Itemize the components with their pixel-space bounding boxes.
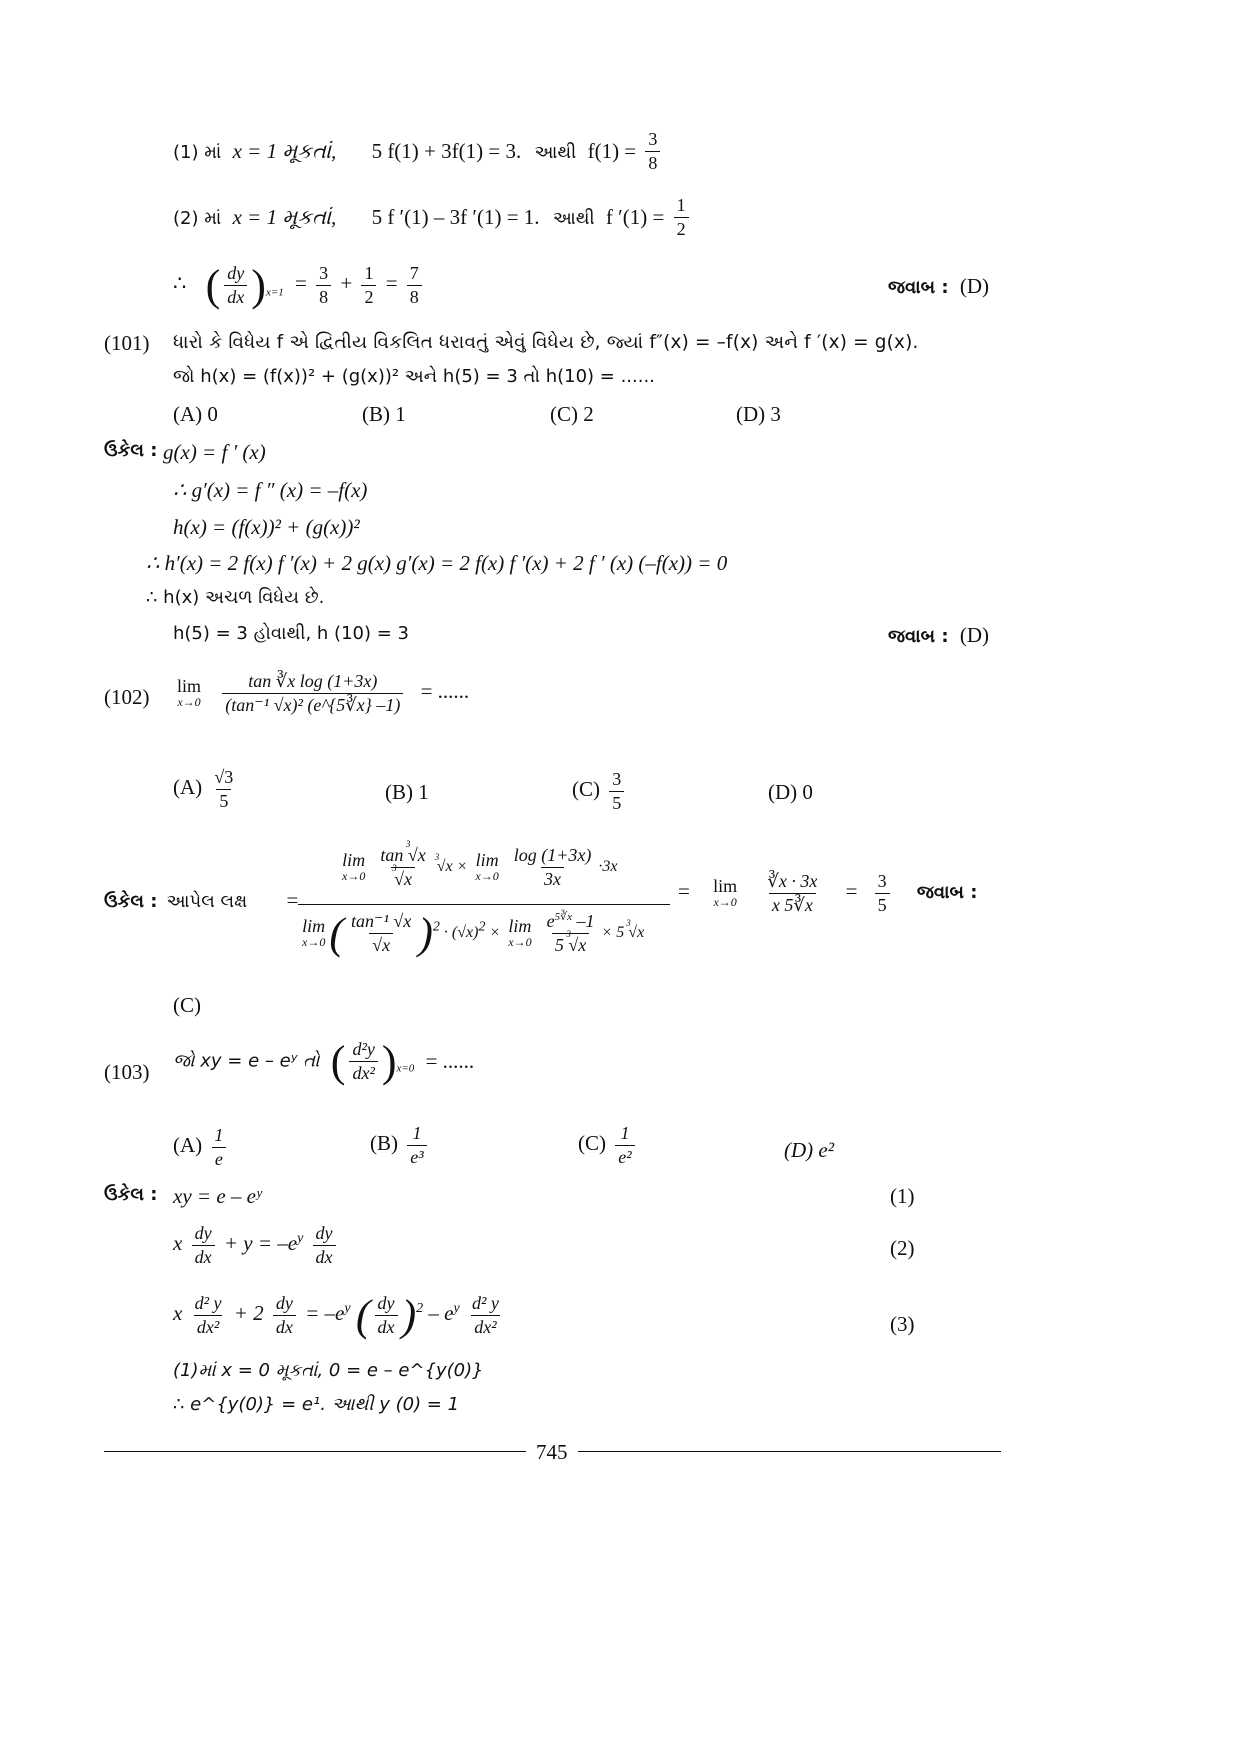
q101-sol-1: g(x) = f ′ (x) [163, 440, 266, 464]
q102-option-c: (C) $\frac{3}{5}$ [572, 770, 628, 813]
q101-line-1: ધારો કે વિધેય f એ દ્વિતીય વિકલિત ધરાવતું એવું વિધેય છે, જ્યાં f″(x) = –f(x) અને f ′(x) = g(x). [173, 332, 919, 353]
q102-solution-fraction: lim x→0 tan 3 √x 3 √x 3 √x × lim x→0 $\frac{\log (1+3x)}{3x}$ ·3x lim x→0 ( $\frac{\text{tan⁻¹ √x}}{√x}$ )$^2 \cdot (√x)^2$ × lim x→0 $e^{5∛x}$ –1 5 3 √x × 5 3 √x [298, 846, 670, 971]
q101-sol-3: h(x) = (f(x))² + (g(x))² [173, 515, 360, 539]
q101-answer: જવાબ : (D) [888, 623, 989, 647]
q103-tag-2: (2) [890, 1236, 915, 1260]
prev-line-2: (2) માં x = 1 મૂકતાં, 5 f ′(1) – 3f ′(1) = 1. આથી f ′(1) = $\frac{1}{2}$ [173, 198, 693, 241]
q101-sol-4: ∴ h′(x) = 2 f(x) f ′(x) + 2 g(x) g′(x) = 2 f(x) f ′(x) + 2 f ′ (x) (–f(x)) = 0 [146, 551, 728, 575]
q103-solution-label: ઉકેલ : [104, 1184, 158, 1205]
q102-number: (102) [104, 685, 150, 709]
q103-eq-2: x $\frac{dy}{dx}$ + $y = -e^y$ $\frac{dy}{dx}$ [173, 1224, 340, 1267]
q101-number: (101) [104, 331, 150, 355]
q101-line-2: જો h(x) = (f(x))² + (g(x))² અને h(5) = 3 તો h(10) = ...... [173, 366, 655, 387]
q103-question: જો xy = e – eʸ તો ( $\frac{\text{d²y}}{\text{dx²}}$ )$_{x=0}$ = ...... [173, 1036, 475, 1086]
q101-option-c: (C) 2 [550, 402, 594, 426]
q101-sol-2: ∴ g′(x) = f ″ (x) = –f(x) [173, 478, 368, 502]
q101-sol-5: ∴ h(x) અચળ વિધેય છે. [146, 587, 325, 608]
q102-answer: (C) [173, 993, 201, 1017]
q103-tag-3: (3) [890, 1312, 915, 1336]
q101-option-a: (A) 0 [173, 402, 218, 426]
q102-option-b: (B) 1 [385, 780, 429, 804]
q102-option-d: (D) 0 [768, 780, 813, 804]
q103-tag-1: (1) [890, 1184, 915, 1208]
q103-eq-3: x $\frac{\text{d² y}}{\text{dx²}}$ + 2 $\frac{dy}{dx}$ = $-e^y$ ( $\frac{dy}{dx}$ )$^2 - e^y$ $\frac{\text{d² y}}{\text{dx²}}$ [173, 1290, 499, 1340]
q103-line-5: ∴ e^{y(0)} = e¹. આથી y (0) = 1 [173, 1394, 460, 1415]
q103-option-a: (A) $\frac{1}{e}$ [173, 1126, 230, 1169]
q101-option-b: (B) 1 [362, 402, 406, 426]
prev-line-3: ∴ ( $\frac{dy}{dx}$ )$_{x=1}$ = $\frac{3}{8}$ + $\frac{1}{2}$ = $\frac{7}{8}$ [173, 264, 426, 307]
q103-option-d: (D) e² [784, 1138, 835, 1162]
q103-option-b: (B) $\frac{1}{\text{e³}}$ [370, 1124, 431, 1167]
q103-line-4: (1)માં x = 0 મૂકતાં, 0 = e – e^{y(0)} [173, 1360, 484, 1381]
page-number: 745 [536, 1440, 568, 1464]
prev-line-1: (1) માં x = 1 મૂકતાં, 5 f(1) + 3f(1) = 3. આથી f(1) = $\frac{3}{8}$ [173, 132, 664, 175]
footer-rule-left [104, 1451, 526, 1452]
q101-option-d: (D) 3 [736, 402, 781, 426]
q103-eq-1: xy = e – eʸ [173, 1184, 262, 1208]
q103-number: (103) [104, 1060, 150, 1084]
q103-option-c: (C) $\frac{1}{\text{e²}}$ [578, 1124, 639, 1167]
q102-solution: ઉકેલ : આપેલ લક્ષ = [104, 888, 299, 912]
prev-answer: જવાબ : (D) [888, 274, 989, 298]
q101-solution-label: ઉકેલ : [104, 440, 158, 461]
q102-question: lim x→0 $\frac{\text{tan ∛x log (1+3x)}}{\text{(tan⁻¹ √x)² (e\textasciicircum{}\{5∛x\} –1)}}$ = ...... [177, 671, 470, 715]
footer-rule-right [578, 1451, 1001, 1452]
q101-sol-6: h(5) = 3 હોવાથી, h (10) = 3 [173, 623, 409, 644]
q102-solution-rhs: = lim x→0 $\frac{∛x \cdot 3x}{x 5∛x}$ = $\frac{3}{5}$ જવાબ : [678, 871, 978, 915]
q102-option-a: (A) $\frac{√3}{5}$ [173, 767, 234, 811]
